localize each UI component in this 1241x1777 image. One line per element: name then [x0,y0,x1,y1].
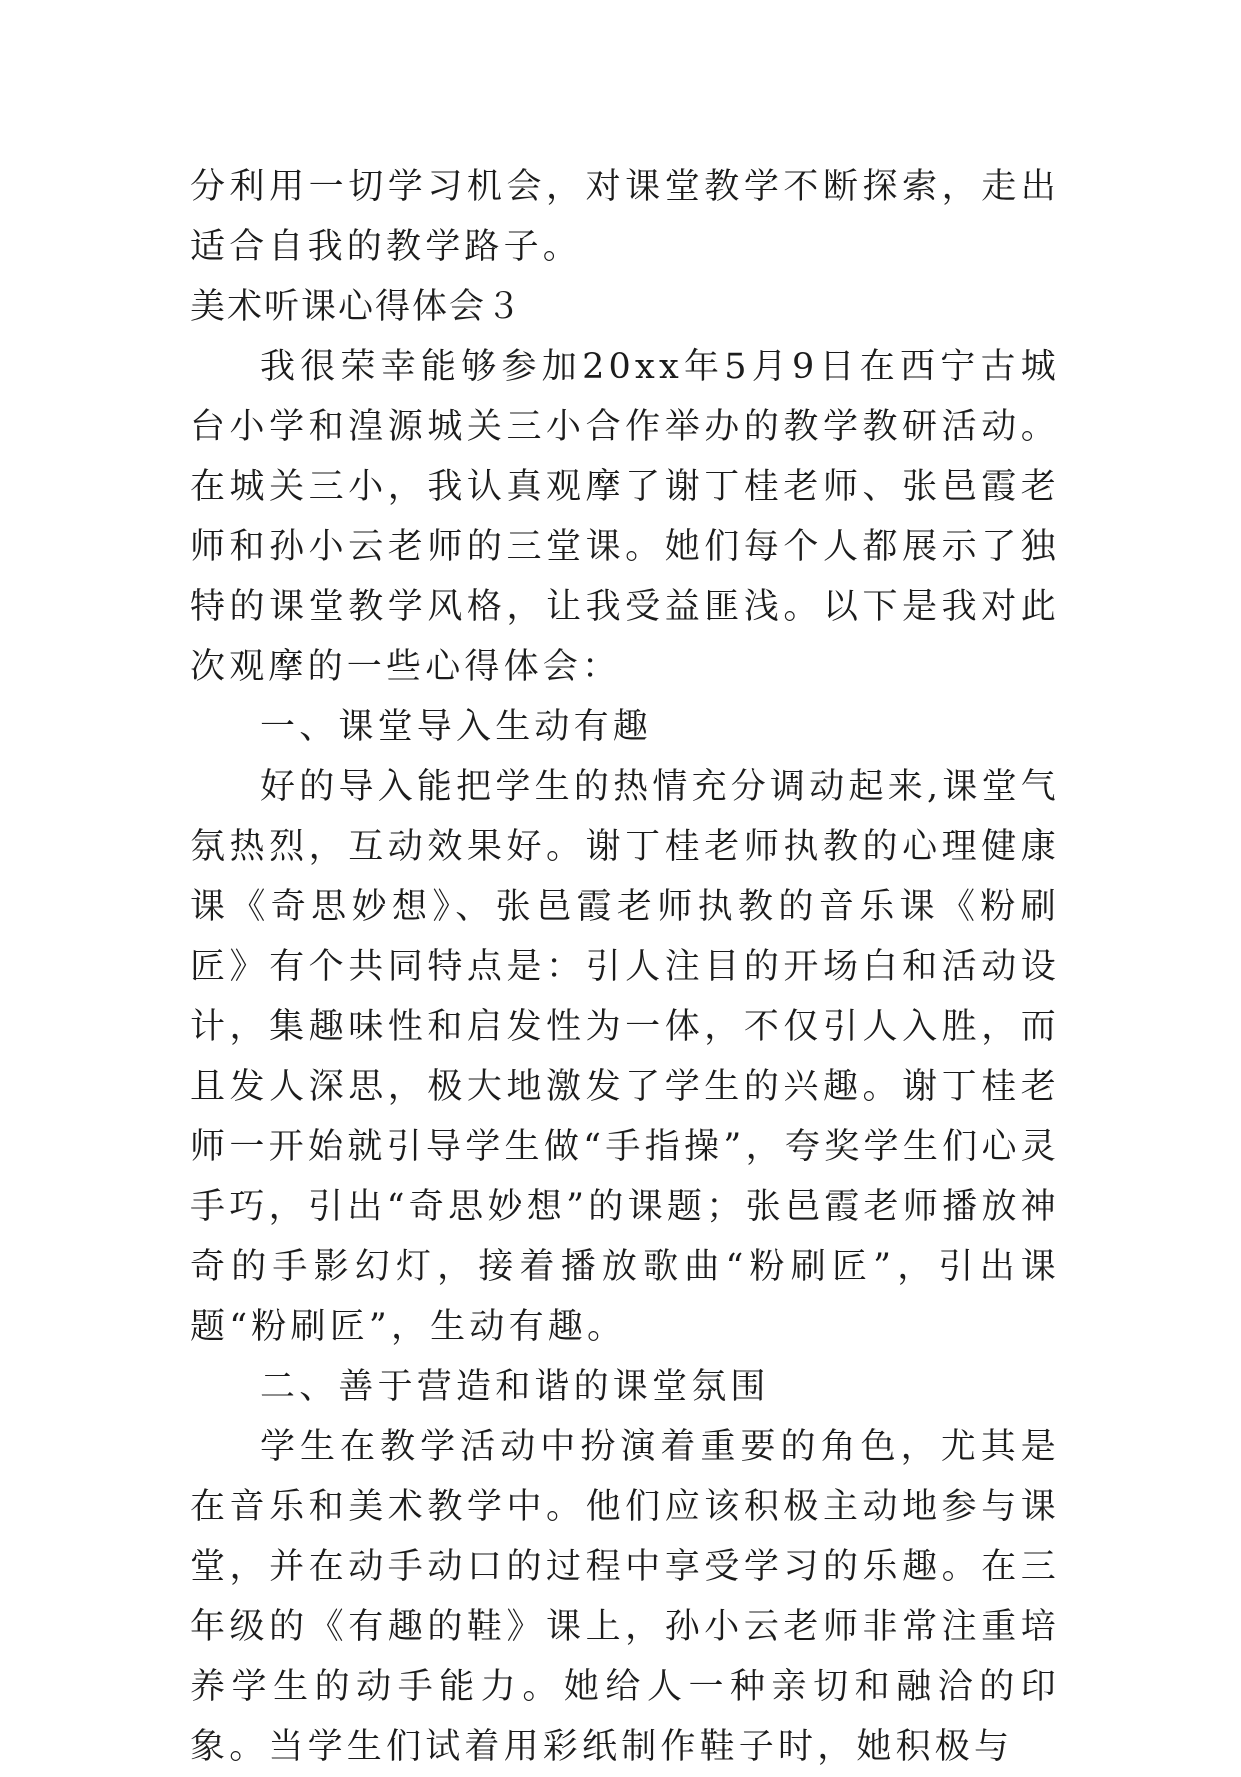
section-title: 美术听课心得体会３ [190,287,524,327]
paragraph-one: 好的导入能把学生的热情充分调动起来,课堂气氛热烈，互动效果好。谢丁桂老师执教的心理健康课《奇思妙想》、张邑霞老师执教的音乐课《粉刷匠》有个共同特点是：引人注目的开场白和活动设计，集趣味性和启发性为一体，不仅引人入胜，而且发人深思，极大地激发了学生的兴趣。谢丁桂老师一开始就引导学生做“手指操”，夸奖学生们心灵手巧，引出“奇思妙想”的课题；张邑霞老师播放神奇的手影幻灯，接着播放歌曲“粉刷匠”，引出课题“粉刷匠”，生动有趣。 [190,767,1060,1347]
subheading-two: 二、善于营造和谐的课堂氛围 [260,1367,770,1407]
paragraph-intro: 我很荣幸能够参加20xx年5月9日在西宁古城台小学和湟源城关三小合作举办的教学教研活动。在城关三小，我认真观摩了谢丁桂老师、张邑霞老师和孙小云老师的三堂课。她们每个人都展示了独特的课堂教学风格，让我受益匪浅。以下是我对此次观摩的一些心得体会： [190,347,1060,687]
paragraph-two: 学生在教学活动中扮演着重要的角色，尤其是在音乐和美术教学中。他们应该积极主动地参与课堂，并在动手动口的过程中享受学习的乐趣。在三年级的《有趣的鞋》课上，孙小云老师非常注重培养学生的动手能力。她给人一种亲切和融洽的印象。当学生们试着用彩纸制作鞋子时，她积极与 [190,1427,1060,1767]
document-body [190,157,1060,1777]
subheading-one: 一、课堂导入生动有趣 [260,707,653,747]
paragraph-continuation: 分利用一切学习机会，对课堂教学不断探索，走出适合自我的教学路子。 [190,167,1060,267]
